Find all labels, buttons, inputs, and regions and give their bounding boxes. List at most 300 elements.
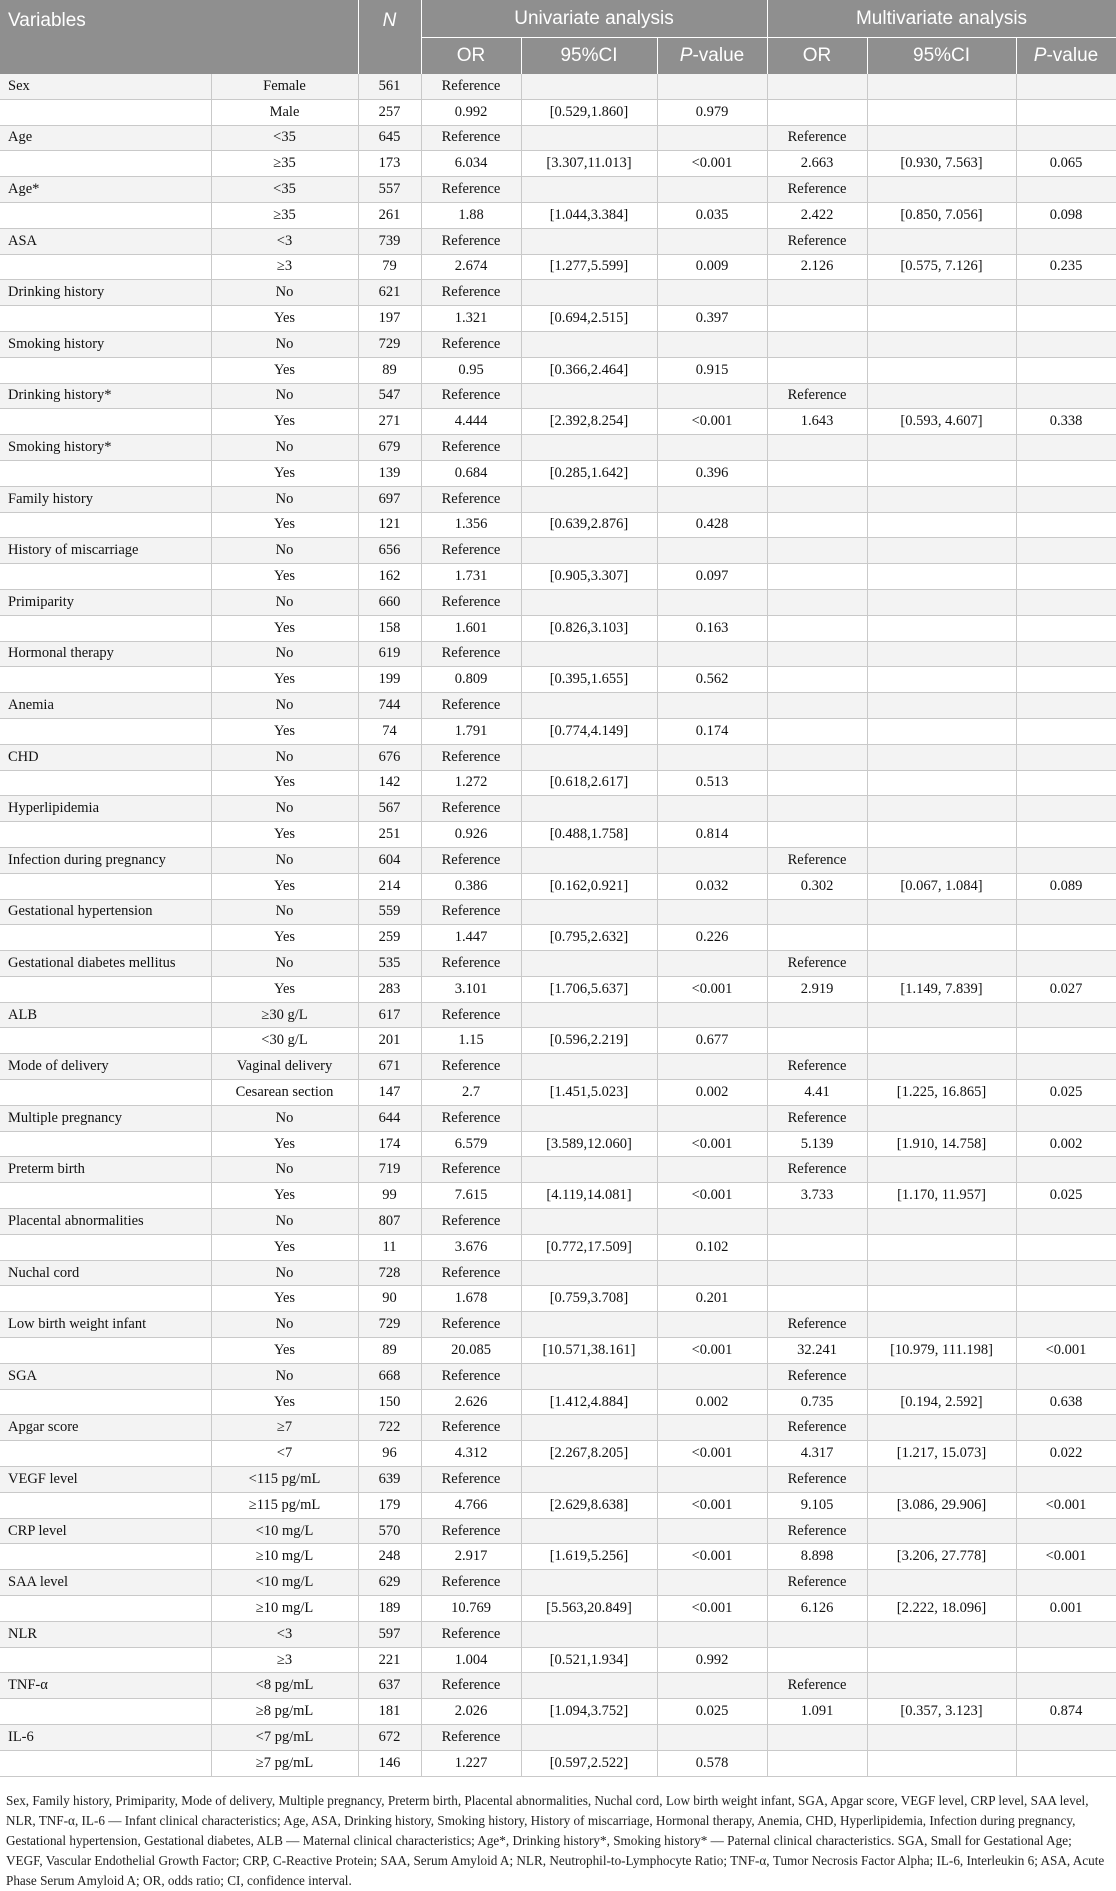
cell-univariate-ci	[521, 1415, 657, 1441]
cell-variable	[0, 1647, 211, 1673]
cell-multivariate-ci	[867, 331, 1016, 357]
cell-univariate-or: 3.676	[421, 1234, 521, 1260]
cell-univariate-p: 0.009	[657, 254, 767, 280]
table-row	[0, 770, 1116, 796]
cell-univariate-ci	[521, 693, 657, 719]
cell-variable	[0, 357, 211, 383]
cell-univariate-ci: [0.529,1.860]	[521, 99, 657, 125]
cell-variable: Apgar score	[0, 1415, 211, 1441]
cell-multivariate-or: 8.898	[767, 1544, 867, 1570]
table-row	[0, 435, 1116, 461]
cell-multivariate-or	[767, 74, 867, 99]
cell-level: ≥35	[211, 202, 358, 228]
cell-multivariate-p	[1016, 589, 1116, 615]
cell-univariate-ci	[521, 538, 657, 564]
cell-univariate-p: 0.513	[657, 770, 767, 796]
cell-n: 729	[358, 331, 421, 357]
cell-multivariate-ci: [1.217, 15.073]	[867, 1441, 1016, 1467]
cell-variable: Placental abnormalities	[0, 1209, 211, 1235]
header-p-suffix: -value	[1046, 45, 1099, 66]
cell-multivariate-p	[1016, 99, 1116, 125]
cell-variable: Multiple pregnancy	[0, 1105, 211, 1131]
cell-level: Yes	[211, 1183, 358, 1209]
cell-multivariate-or	[767, 512, 867, 538]
cell-n: 729	[358, 1312, 421, 1338]
cell-multivariate-p	[1016, 1234, 1116, 1260]
cell-level: No	[211, 435, 358, 461]
cell-level: No	[211, 1260, 358, 1286]
cell-n: 656	[358, 538, 421, 564]
cell-univariate-p: 0.002	[657, 1080, 767, 1106]
cell-univariate-ci: [2.392,8.254]	[521, 409, 657, 435]
cell-univariate-or: 2.674	[421, 254, 521, 280]
cell-univariate-p	[657, 847, 767, 873]
table-row	[0, 1647, 1116, 1673]
cell-univariate-ci: [0.905,3.307]	[521, 564, 657, 590]
cell-univariate-ci	[521, 1312, 657, 1338]
cell-level: Yes	[211, 512, 358, 538]
cell-univariate-ci	[521, 1467, 657, 1493]
cell-n: 697	[358, 486, 421, 512]
cell-univariate-or: Reference	[421, 486, 521, 512]
cell-univariate-ci: [1.619,5.256]	[521, 1544, 657, 1570]
cell-level: Yes	[211, 306, 358, 332]
cell-multivariate-ci	[867, 74, 1016, 99]
cell-multivariate-p	[1016, 435, 1116, 461]
cell-n: 668	[358, 1363, 421, 1389]
cell-univariate-p	[657, 125, 767, 151]
cell-multivariate-or: Reference	[767, 1415, 867, 1441]
cell-multivariate-p	[1016, 1105, 1116, 1131]
cell-multivariate-ci	[867, 383, 1016, 409]
table-row	[0, 951, 1116, 977]
cell-multivariate-ci	[867, 1312, 1016, 1338]
cell-multivariate-or	[767, 796, 867, 822]
table-row	[0, 1183, 1116, 1209]
cell-multivariate-ci	[867, 1286, 1016, 1312]
cell-multivariate-ci	[867, 667, 1016, 693]
cell-level: <7	[211, 1441, 358, 1467]
cell-multivariate-p	[1016, 1286, 1116, 1312]
cell-multivariate-ci	[867, 1260, 1016, 1286]
cell-univariate-ci	[521, 1518, 657, 1544]
header-multi-or: OR	[767, 38, 867, 75]
cell-multivariate-ci: [0.575, 7.126]	[867, 254, 1016, 280]
cell-level: Yes	[211, 667, 358, 693]
table-row	[0, 873, 1116, 899]
cell-n: 644	[358, 1105, 421, 1131]
cell-variable	[0, 1028, 211, 1054]
header-univariate: Univariate analysis	[421, 0, 767, 38]
cell-level: Yes	[211, 460, 358, 486]
cell-univariate-or: Reference	[421, 1157, 521, 1183]
cell-multivariate-p	[1016, 280, 1116, 306]
cell-level: Vaginal delivery	[211, 1054, 358, 1080]
cell-multivariate-p	[1016, 693, 1116, 719]
table-row	[0, 899, 1116, 925]
cell-univariate-ci	[521, 1725, 657, 1751]
cell-univariate-or: Reference	[421, 1673, 521, 1699]
cell-n: 142	[358, 770, 421, 796]
cell-univariate-p: 0.677	[657, 1028, 767, 1054]
cell-multivariate-or: 2.126	[767, 254, 867, 280]
cell-univariate-p	[657, 1621, 767, 1647]
cell-univariate-or: 1.678	[421, 1286, 521, 1312]
cell-n: 89	[358, 1338, 421, 1364]
cell-multivariate-ci	[867, 1157, 1016, 1183]
cell-n: 74	[358, 718, 421, 744]
cell-univariate-ci: [0.285,1.642]	[521, 460, 657, 486]
cell-level: No	[211, 847, 358, 873]
cell-univariate-p	[657, 228, 767, 254]
cell-univariate-ci: [1.451,5.023]	[521, 1080, 657, 1106]
cell-univariate-or: 6.034	[421, 151, 521, 177]
cell-variable: ASA	[0, 228, 211, 254]
cell-multivariate-or: Reference	[767, 228, 867, 254]
cell-variable	[0, 1234, 211, 1260]
cell-univariate-p	[657, 280, 767, 306]
cell-univariate-or: 1.88	[421, 202, 521, 228]
cell-univariate-ci: [0.162,0.921]	[521, 873, 657, 899]
cell-n: 121	[358, 512, 421, 538]
cell-univariate-ci: [0.521,1.934]	[521, 1647, 657, 1673]
cell-univariate-ci	[521, 1363, 657, 1389]
cell-univariate-ci: [4.119,14.081]	[521, 1183, 657, 1209]
table-row	[0, 1131, 1116, 1157]
table-row	[0, 486, 1116, 512]
cell-univariate-p: <0.001	[657, 1183, 767, 1209]
cell-multivariate-or: Reference	[767, 951, 867, 977]
cell-level: <35	[211, 177, 358, 203]
cell-n: 629	[358, 1570, 421, 1596]
cell-multivariate-p: 0.001	[1016, 1596, 1116, 1622]
cell-univariate-or: 0.386	[421, 873, 521, 899]
cell-multivariate-p	[1016, 667, 1116, 693]
cell-univariate-or: 4.766	[421, 1492, 521, 1518]
cell-n: 179	[358, 1492, 421, 1518]
cell-univariate-or: Reference	[421, 538, 521, 564]
table-row	[0, 1725, 1116, 1751]
cell-multivariate-or	[767, 331, 867, 357]
cell-univariate-p	[657, 1157, 767, 1183]
cell-multivariate-p	[1016, 228, 1116, 254]
cell-level: Yes	[211, 770, 358, 796]
cell-n: 173	[358, 151, 421, 177]
table-row	[0, 1441, 1116, 1467]
cell-univariate-or: 4.312	[421, 1441, 521, 1467]
cell-univariate-p	[657, 951, 767, 977]
cell-level: No	[211, 951, 358, 977]
cell-multivariate-p	[1016, 641, 1116, 667]
cell-univariate-ci: [0.488,1.758]	[521, 822, 657, 848]
table-row	[0, 667, 1116, 693]
cell-multivariate-ci	[867, 1028, 1016, 1054]
cell-univariate-or: Reference	[421, 1467, 521, 1493]
cell-variable	[0, 1596, 211, 1622]
cell-n: 617	[358, 1002, 421, 1028]
cell-n: 807	[358, 1209, 421, 1235]
cell-univariate-or: Reference	[421, 1209, 521, 1235]
cell-univariate-ci: [2.267,8.205]	[521, 1441, 657, 1467]
cell-univariate-ci: [0.774,4.149]	[521, 718, 657, 744]
cell-multivariate-p: 0.027	[1016, 976, 1116, 1002]
cell-multivariate-or	[767, 99, 867, 125]
cell-variable	[0, 1286, 211, 1312]
cell-univariate-or: Reference	[421, 1518, 521, 1544]
cell-multivariate-ci	[867, 822, 1016, 848]
cell-level: Yes	[211, 1131, 358, 1157]
cell-multivariate-or: 32.241	[767, 1338, 867, 1364]
cell-univariate-or: Reference	[421, 693, 521, 719]
cell-multivariate-ci	[867, 1209, 1016, 1235]
cell-n: 672	[358, 1725, 421, 1751]
cell-univariate-p: 0.226	[657, 925, 767, 951]
cell-multivariate-p	[1016, 125, 1116, 151]
cell-multivariate-p	[1016, 847, 1116, 873]
cell-univariate-or: Reference	[421, 280, 521, 306]
cell-univariate-ci: [0.639,2.876]	[521, 512, 657, 538]
cell-multivariate-ci	[867, 925, 1016, 951]
cell-n: 197	[358, 306, 421, 332]
cell-univariate-ci: [1.277,5.599]	[521, 254, 657, 280]
cell-multivariate-p	[1016, 1467, 1116, 1493]
cell-n: 158	[358, 615, 421, 641]
cell-univariate-or: 1.004	[421, 1647, 521, 1673]
cell-univariate-or: Reference	[421, 1570, 521, 1596]
table-row	[0, 125, 1116, 151]
cell-n: 90	[358, 1286, 421, 1312]
cell-n: 261	[358, 202, 421, 228]
cell-univariate-p	[657, 1415, 767, 1441]
cell-n: 547	[358, 383, 421, 409]
cell-univariate-ci	[521, 280, 657, 306]
cell-univariate-p: 0.578	[657, 1750, 767, 1776]
cell-variable	[0, 151, 211, 177]
cell-univariate-ci: [1.094,3.752]	[521, 1699, 657, 1725]
table-row	[0, 512, 1116, 538]
table-row	[0, 718, 1116, 744]
cell-level: No	[211, 1105, 358, 1131]
cell-n: 561	[358, 74, 421, 99]
cell-univariate-p: 0.979	[657, 99, 767, 125]
cell-multivariate-p: <0.001	[1016, 1492, 1116, 1518]
cell-level: Yes	[211, 976, 358, 1002]
cell-variable: Hyperlipidemia	[0, 796, 211, 822]
cell-univariate-ci: [0.597,2.522]	[521, 1750, 657, 1776]
cell-univariate-p: <0.001	[657, 409, 767, 435]
cell-univariate-or: Reference	[421, 1621, 521, 1647]
cell-variable	[0, 770, 211, 796]
cell-multivariate-or: Reference	[767, 1054, 867, 1080]
cell-multivariate-or	[767, 435, 867, 461]
header-multi-ci: 95%CI	[867, 38, 1016, 75]
cell-multivariate-ci	[867, 1002, 1016, 1028]
cell-variable: Age*	[0, 177, 211, 203]
cell-variable: Preterm birth	[0, 1157, 211, 1183]
cell-multivariate-or: 1.643	[767, 409, 867, 435]
cell-variable: SGA	[0, 1363, 211, 1389]
cell-multivariate-or: 2.919	[767, 976, 867, 1002]
cell-level: Yes	[211, 564, 358, 590]
cell-multivariate-p: 0.022	[1016, 1441, 1116, 1467]
cell-univariate-or: 0.95	[421, 357, 521, 383]
cell-multivariate-ci	[867, 1363, 1016, 1389]
cell-variable	[0, 718, 211, 744]
cell-variable: Primiparity	[0, 589, 211, 615]
cell-multivariate-ci: [3.206, 27.778]	[867, 1544, 1016, 1570]
cell-level: No	[211, 1209, 358, 1235]
cell-univariate-p	[657, 74, 767, 99]
cell-multivariate-ci: [10.979, 111.198]	[867, 1338, 1016, 1364]
table-row	[0, 1054, 1116, 1080]
cell-multivariate-p	[1016, 357, 1116, 383]
cell-multivariate-or: Reference	[767, 1363, 867, 1389]
cell-univariate-ci: [0.795,2.632]	[521, 925, 657, 951]
cell-univariate-ci	[521, 1002, 657, 1028]
cell-univariate-or: Reference	[421, 951, 521, 977]
cell-multivariate-p	[1016, 951, 1116, 977]
cell-multivariate-p	[1016, 74, 1116, 99]
cell-variable	[0, 306, 211, 332]
cell-level: Male	[211, 99, 358, 125]
cell-n: 619	[358, 641, 421, 667]
cell-univariate-p	[657, 1673, 767, 1699]
cell-univariate-or: Reference	[421, 1312, 521, 1338]
cell-multivariate-ci	[867, 1750, 1016, 1776]
cell-variable: ALB	[0, 1002, 211, 1028]
cell-variable: NLR	[0, 1621, 211, 1647]
table-row	[0, 151, 1116, 177]
cell-multivariate-ci	[867, 486, 1016, 512]
cell-univariate-ci	[521, 1105, 657, 1131]
cell-multivariate-p	[1016, 538, 1116, 564]
cell-univariate-p	[657, 1260, 767, 1286]
cell-univariate-p: 0.102	[657, 1234, 767, 1260]
cell-univariate-or: 20.085	[421, 1338, 521, 1364]
cell-variable: Smoking history*	[0, 435, 211, 461]
cell-univariate-ci: [1.412,4.884]	[521, 1389, 657, 1415]
cell-multivariate-p	[1016, 1260, 1116, 1286]
cell-n: 99	[358, 1183, 421, 1209]
table-row	[0, 1673, 1116, 1699]
cell-univariate-ci: [3.589,12.060]	[521, 1131, 657, 1157]
cell-multivariate-ci: [0.930, 7.563]	[867, 151, 1016, 177]
cell-univariate-p	[657, 589, 767, 615]
cell-level: Yes	[211, 409, 358, 435]
cell-multivariate-ci	[867, 177, 1016, 203]
cell-multivariate-or: 4.317	[767, 1441, 867, 1467]
cell-univariate-p	[657, 1054, 767, 1080]
cell-multivariate-or: 6.126	[767, 1596, 867, 1622]
cell-multivariate-p	[1016, 925, 1116, 951]
cell-multivariate-or	[767, 1209, 867, 1235]
cell-variable: Mode of delivery	[0, 1054, 211, 1080]
cell-multivariate-p	[1016, 1312, 1116, 1338]
cell-level: ≥7 pg/mL	[211, 1750, 358, 1776]
cell-multivariate-ci	[867, 1105, 1016, 1131]
cell-multivariate-p	[1016, 1518, 1116, 1544]
header-multivariate: Multivariate analysis	[767, 0, 1116, 38]
cell-univariate-or: Reference	[421, 1725, 521, 1751]
cell-multivariate-or	[767, 1002, 867, 1028]
cell-level: ≥3	[211, 1647, 358, 1673]
cell-univariate-or: 3.101	[421, 976, 521, 1002]
cell-variable	[0, 202, 211, 228]
cell-variable	[0, 615, 211, 641]
cell-n: 251	[358, 822, 421, 848]
cell-level: <30 g/L	[211, 1028, 358, 1054]
cell-univariate-or: 6.579	[421, 1131, 521, 1157]
cell-multivariate-or	[767, 718, 867, 744]
table-row	[0, 1415, 1116, 1441]
cell-level: No	[211, 280, 358, 306]
cell-multivariate-ci: [0.593, 4.607]	[867, 409, 1016, 435]
cell-multivariate-or	[767, 1286, 867, 1312]
cell-level: No	[211, 641, 358, 667]
cell-n: 637	[358, 1673, 421, 1699]
cell-univariate-p: <0.001	[657, 1338, 767, 1364]
cell-level: ≥35	[211, 151, 358, 177]
cell-multivariate-ci	[867, 1415, 1016, 1441]
cell-multivariate-p: 0.002	[1016, 1131, 1116, 1157]
cell-n: 139	[358, 460, 421, 486]
cell-n: 676	[358, 744, 421, 770]
cell-variable: CHD	[0, 744, 211, 770]
cell-univariate-p	[657, 796, 767, 822]
cell-univariate-p	[657, 693, 767, 719]
cell-level: <3	[211, 228, 358, 254]
cell-level: ≥3	[211, 254, 358, 280]
cell-multivariate-p: 0.874	[1016, 1699, 1116, 1725]
cell-multivariate-ci	[867, 641, 1016, 667]
cell-multivariate-p	[1016, 383, 1116, 409]
cell-univariate-ci	[521, 1054, 657, 1080]
cell-n: 570	[358, 1518, 421, 1544]
cell-variable	[0, 409, 211, 435]
cell-multivariate-p: <0.001	[1016, 1544, 1116, 1570]
cell-univariate-or: 1.356	[421, 512, 521, 538]
cell-variable	[0, 1338, 211, 1364]
table-row	[0, 615, 1116, 641]
cell-n: 174	[358, 1131, 421, 1157]
cell-multivariate-or: Reference	[767, 177, 867, 203]
header-multi-p	[1016, 38, 1116, 75]
cell-univariate-or: 2.626	[421, 1389, 521, 1415]
cell-level: No	[211, 1363, 358, 1389]
cell-level: Yes	[211, 1286, 358, 1312]
cell-univariate-or: Reference	[421, 847, 521, 873]
cell-multivariate-or	[767, 693, 867, 719]
cell-univariate-or: Reference	[421, 1054, 521, 1080]
cell-n: 660	[358, 589, 421, 615]
table-row	[0, 1157, 1116, 1183]
cell-n: 567	[358, 796, 421, 822]
cell-n: 283	[358, 976, 421, 1002]
cell-univariate-p	[657, 1467, 767, 1493]
cell-level: <35	[211, 125, 358, 151]
table-row	[0, 1234, 1116, 1260]
table-row	[0, 538, 1116, 564]
cell-univariate-or: 1.15	[421, 1028, 521, 1054]
cell-univariate-p: <0.001	[657, 976, 767, 1002]
cell-n: 162	[358, 564, 421, 590]
cell-multivariate-p	[1016, 1363, 1116, 1389]
table-row	[0, 693, 1116, 719]
cell-multivariate-ci	[867, 1725, 1016, 1751]
cell-multivariate-ci	[867, 693, 1016, 719]
cell-n: 248	[358, 1544, 421, 1570]
cell-multivariate-or: Reference	[767, 1518, 867, 1544]
